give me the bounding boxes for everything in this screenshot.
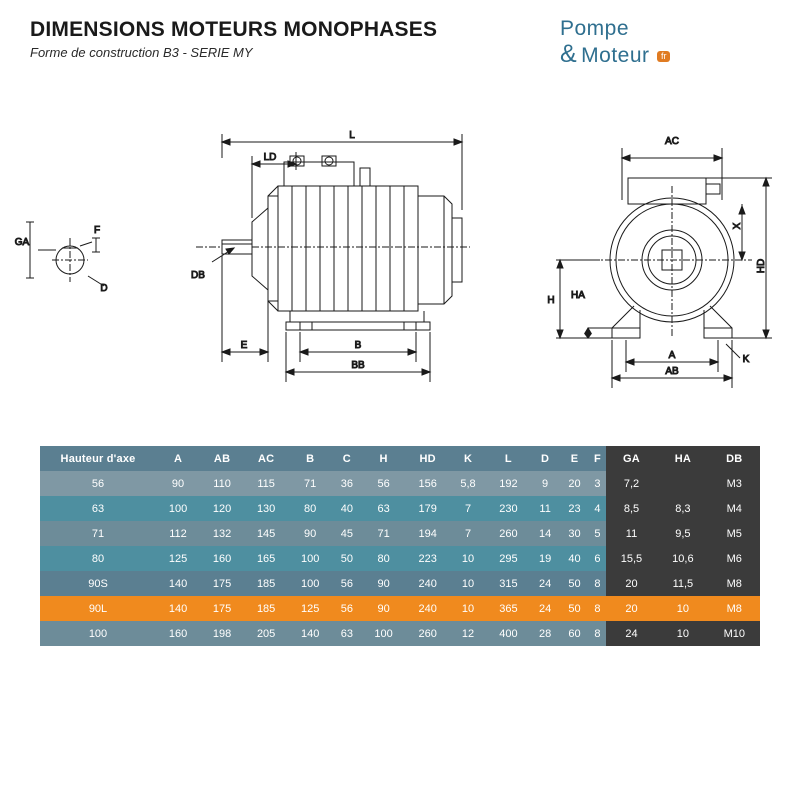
table-cell: 3 bbox=[589, 471, 606, 496]
table-cell: 140 bbox=[156, 596, 200, 621]
table-cell: 15,5 bbox=[606, 546, 657, 571]
table-cell: 20 bbox=[560, 471, 589, 496]
table-cell: 10 bbox=[450, 596, 487, 621]
table-cell: 8 bbox=[589, 596, 606, 621]
table-cell: 140 bbox=[156, 571, 200, 596]
table-cell: 4 bbox=[589, 496, 606, 521]
table-cell bbox=[657, 471, 708, 496]
table-cell: 45 bbox=[332, 521, 361, 546]
table-cell: 19 bbox=[530, 546, 559, 571]
table-cell: 10 bbox=[657, 596, 708, 621]
table-cell: 80 bbox=[288, 496, 332, 521]
motor-side-view bbox=[196, 134, 470, 382]
label-bb: BB bbox=[351, 360, 365, 371]
table-cell: 156 bbox=[406, 471, 450, 496]
table-cell: M3 bbox=[709, 471, 760, 496]
table-cell: 11 bbox=[530, 496, 559, 521]
brand-logo bbox=[560, 18, 770, 69]
table-column-header: HD bbox=[406, 446, 450, 471]
table-cell: 8 bbox=[589, 571, 606, 596]
table-cell: 160 bbox=[200, 546, 244, 571]
table-cell: 112 bbox=[156, 521, 200, 546]
table-cell: 295 bbox=[486, 546, 530, 571]
table-cell: 9 bbox=[530, 471, 559, 496]
table-cell: 20 bbox=[606, 596, 657, 621]
table-column-header: D bbox=[530, 446, 559, 471]
table-cell: 50 bbox=[560, 596, 589, 621]
table-cell: 50 bbox=[560, 571, 589, 596]
label-x: X bbox=[732, 222, 743, 230]
table-cell: 100 bbox=[288, 546, 332, 571]
logo-line-1: Pompe bbox=[560, 17, 630, 40]
table-row bbox=[40, 496, 760, 521]
label-h: H bbox=[547, 295, 555, 306]
table-cell: 130 bbox=[244, 496, 288, 521]
table-row bbox=[40, 471, 760, 496]
motor-front-view bbox=[556, 148, 772, 388]
table-cell: 8,3 bbox=[657, 496, 708, 521]
table-cell: M5 bbox=[709, 521, 760, 546]
table-cell: 179 bbox=[406, 496, 450, 521]
dimensions-table bbox=[40, 446, 760, 646]
dimensions-table-wrapper bbox=[40, 446, 760, 646]
table-cell: 185 bbox=[244, 596, 288, 621]
table-cell: 100 bbox=[156, 496, 200, 521]
table-cell: 205 bbox=[244, 621, 288, 646]
table-cell: 56 bbox=[332, 571, 361, 596]
table-cell: 90 bbox=[362, 571, 406, 596]
label-l: L bbox=[349, 130, 355, 141]
table-cell: 63 bbox=[332, 621, 361, 646]
table-cell: 165 bbox=[244, 546, 288, 571]
table-cell: 185 bbox=[244, 571, 288, 596]
table-cell: M10 bbox=[709, 621, 760, 646]
table-column-header: B bbox=[288, 446, 332, 471]
table-cell: 400 bbox=[486, 621, 530, 646]
table-column-header: HA bbox=[657, 446, 708, 471]
table-cell: 90 bbox=[362, 596, 406, 621]
table-cell: 223 bbox=[406, 546, 450, 571]
table-cell: M8 bbox=[709, 596, 760, 621]
table-cell: 145 bbox=[244, 521, 288, 546]
table-column-header: A bbox=[156, 446, 200, 471]
table-cell: 23 bbox=[560, 496, 589, 521]
table-cell: 40 bbox=[332, 496, 361, 521]
table-cell: M6 bbox=[709, 546, 760, 571]
shaft-end-view bbox=[26, 222, 104, 286]
table-row bbox=[40, 521, 760, 546]
table-cell: 100 bbox=[40, 621, 156, 646]
table-cell: 56 bbox=[332, 596, 361, 621]
table-cell: 7,2 bbox=[606, 471, 657, 496]
table-cell: 315 bbox=[486, 571, 530, 596]
table-cell: 30 bbox=[560, 521, 589, 546]
table-cell: 63 bbox=[40, 496, 156, 521]
table-column-header: L bbox=[486, 446, 530, 471]
table-row bbox=[40, 546, 760, 571]
table-cell: 90 bbox=[156, 471, 200, 496]
table-column-header: H bbox=[362, 446, 406, 471]
label-ac: AC bbox=[665, 136, 679, 147]
table-cell: 90S bbox=[40, 571, 156, 596]
logo-ampersand: & bbox=[560, 40, 577, 69]
technical-drawing bbox=[0, 100, 800, 430]
label-db: DB bbox=[191, 270, 205, 281]
table-cell: 71 bbox=[288, 471, 332, 496]
table-cell: 9,5 bbox=[657, 521, 708, 546]
label-ha: HA bbox=[571, 290, 585, 301]
table-cell: 6 bbox=[589, 546, 606, 571]
table-cell: 71 bbox=[40, 521, 156, 546]
document-header bbox=[30, 18, 770, 88]
table-cell: 140 bbox=[288, 621, 332, 646]
table-cell: 56 bbox=[40, 471, 156, 496]
table-column-header: DB bbox=[709, 446, 760, 471]
table-cell: 8 bbox=[589, 621, 606, 646]
table-cell: 175 bbox=[200, 571, 244, 596]
table-cell: M8 bbox=[709, 571, 760, 596]
table-cell: 7 bbox=[450, 521, 487, 546]
logo-line-2: Moteur bbox=[581, 44, 650, 68]
table-cell: 10,6 bbox=[657, 546, 708, 571]
table-row bbox=[40, 571, 760, 596]
table-column-header: AC bbox=[244, 446, 288, 471]
drawing-svg bbox=[0, 100, 800, 430]
table-cell: 365 bbox=[486, 596, 530, 621]
table-column-header: Hauteur d'axe bbox=[40, 446, 156, 471]
table-cell: 24 bbox=[530, 596, 559, 621]
table-cell: 8,5 bbox=[606, 496, 657, 521]
table-cell: 63 bbox=[362, 496, 406, 521]
table-cell: 125 bbox=[288, 596, 332, 621]
table-cell: M4 bbox=[709, 496, 760, 521]
table-column-header: AB bbox=[200, 446, 244, 471]
table-cell: 11,5 bbox=[657, 571, 708, 596]
table-head bbox=[40, 446, 760, 471]
table-cell: 36 bbox=[332, 471, 361, 496]
table-cell: 56 bbox=[362, 471, 406, 496]
table-row bbox=[40, 621, 760, 646]
logo-badge-fr: fr bbox=[657, 51, 671, 62]
label-d: D bbox=[100, 283, 108, 294]
table-column-header: K bbox=[450, 446, 487, 471]
label-e: E bbox=[240, 340, 248, 351]
table-header-row bbox=[40, 446, 760, 471]
label-ld: LD bbox=[263, 152, 277, 163]
table-cell: 132 bbox=[200, 521, 244, 546]
label-ga-left: GA bbox=[14, 237, 30, 248]
table-cell: 5,8 bbox=[450, 471, 487, 496]
table-cell: 12 bbox=[450, 621, 487, 646]
label-a: A bbox=[668, 350, 676, 361]
table-cell: 7 bbox=[450, 496, 487, 521]
table-cell: 40 bbox=[560, 546, 589, 571]
label-f: F bbox=[93, 225, 101, 236]
table-cell: 14 bbox=[530, 521, 559, 546]
table-cell: 198 bbox=[200, 621, 244, 646]
table-cell: 125 bbox=[156, 546, 200, 571]
table-cell: 260 bbox=[406, 621, 450, 646]
table-column-header: C bbox=[332, 446, 361, 471]
table-cell: 60 bbox=[560, 621, 589, 646]
table-cell: 71 bbox=[362, 521, 406, 546]
table-cell: 90L bbox=[40, 596, 156, 621]
table-column-header: GA bbox=[606, 446, 657, 471]
table-cell: 90 bbox=[288, 521, 332, 546]
table-cell: 240 bbox=[406, 596, 450, 621]
table-cell: 80 bbox=[362, 546, 406, 571]
table-cell: 260 bbox=[486, 521, 530, 546]
table-body bbox=[40, 471, 760, 646]
table-row bbox=[40, 596, 760, 621]
table-column-header: E bbox=[560, 446, 589, 471]
table-cell: 110 bbox=[200, 471, 244, 496]
table-cell: 5 bbox=[589, 521, 606, 546]
table-cell: 100 bbox=[288, 571, 332, 596]
table-cell: 194 bbox=[406, 521, 450, 546]
label-k: K bbox=[742, 354, 750, 365]
table-cell: 24 bbox=[530, 571, 559, 596]
table-cell: 50 bbox=[332, 546, 361, 571]
table-cell: 20 bbox=[606, 571, 657, 596]
table-cell: 10 bbox=[450, 546, 487, 571]
table-cell: 100 bbox=[362, 621, 406, 646]
table-cell: 160 bbox=[156, 621, 200, 646]
table-cell: 192 bbox=[486, 471, 530, 496]
table-cell: 120 bbox=[200, 496, 244, 521]
page-subtitle: Forme de construction B3 - SERIE MY bbox=[30, 45, 253, 61]
label-b: B bbox=[354, 340, 362, 351]
label-hd: HD bbox=[756, 258, 767, 274]
table-cell: 28 bbox=[530, 621, 559, 646]
table-cell: 80 bbox=[40, 546, 156, 571]
table-cell: 10 bbox=[657, 621, 708, 646]
table-cell: 115 bbox=[244, 471, 288, 496]
label-ab: AB bbox=[665, 366, 679, 377]
table-cell: 230 bbox=[486, 496, 530, 521]
table-cell: 240 bbox=[406, 571, 450, 596]
page-title: DIMENSIONS MOTEURS MONOPHASES bbox=[30, 18, 438, 41]
table-cell: 10 bbox=[450, 571, 487, 596]
table-cell: 175 bbox=[200, 596, 244, 621]
table-cell: 24 bbox=[606, 621, 657, 646]
table-cell: 11 bbox=[606, 521, 657, 546]
table-column-header: F bbox=[589, 446, 606, 471]
